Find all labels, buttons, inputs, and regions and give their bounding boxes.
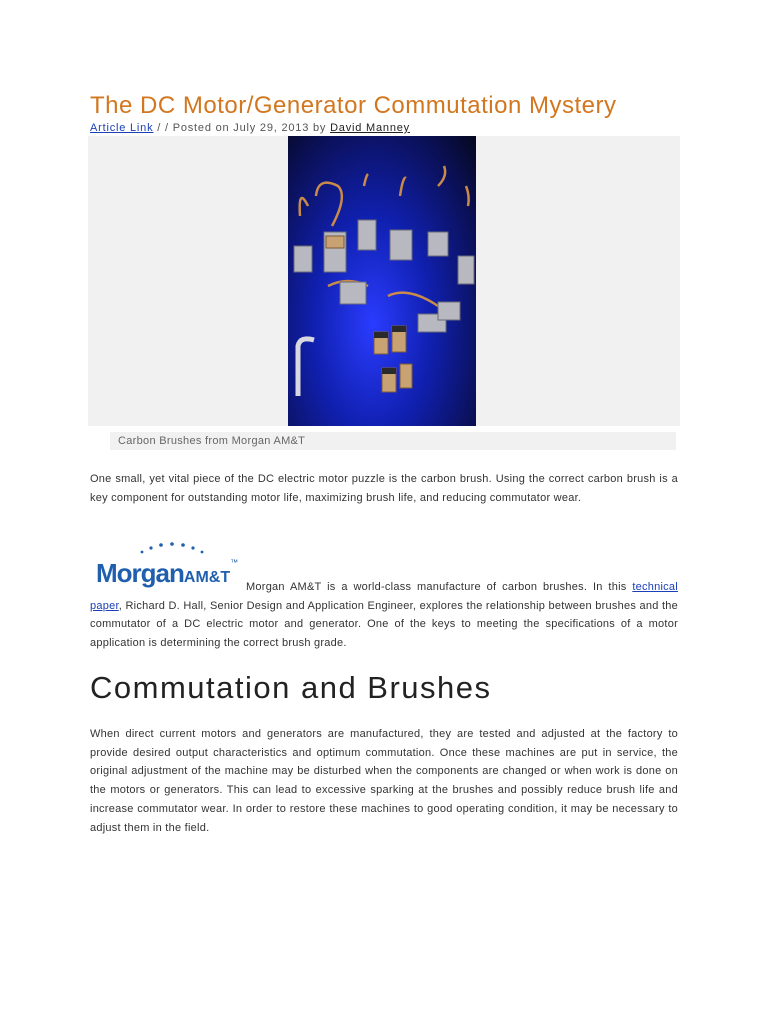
- morgan-paragraph-rest: , Richard D. Hall, Senior Design and Application Engineer, explores the relationship between brushes and the commutator of a DC electric motor and generator. One of the keys to meeting the specifications of a motor application is determining the correct brush grade.: [90, 599, 678, 650]
- carbon-brushes-illustration: [288, 136, 476, 426]
- figure-container: [88, 136, 680, 426]
- morgan-paragraph: [90, 578, 678, 653]
- logo-tm: ™: [230, 558, 239, 567]
- author-link[interactable]: David Manney: [330, 122, 410, 134]
- meta-posted-on: Posted on: [172, 122, 234, 134]
- logo-text-main: Morgan: [96, 558, 184, 588]
- article-link[interactable]: Article Link: [90, 122, 154, 134]
- morgan-paragraph-lead: Morgan AM&T is a world-class manufacture of carbon brushes. In this: [246, 581, 633, 593]
- article-meta: [90, 122, 410, 134]
- intro-paragraph: One small, yet vital piece of the DC electric motor puzzle is the carbon brush. Using the correct carbon brush is a key component for outstanding motor life, maximizing brush life, and reducing commutator wear.: [90, 473, 678, 504]
- section-heading: Commutation and Brushes: [90, 670, 492, 705]
- article-title: The DC Motor/Generator Commutation Mystery: [90, 92, 617, 119]
- figure-caption-bar: [110, 432, 676, 450]
- technical-paper-link[interactable]: technical paper: [90, 581, 678, 612]
- meta-by: by: [309, 122, 331, 134]
- meta-separator: / /: [153, 122, 173, 134]
- logo-text-suffix: AM&T: [183, 569, 231, 586]
- carbon-brushes-photo: [288, 136, 476, 426]
- figure-caption: Carbon Brushes from Morgan AM&T: [118, 435, 306, 447]
- section-paragraph: When direct current motors and generators are manufactured, they are tested and adjusted at the factory to provide desired output characteristics and optimum commutation. Once these machines are put in service, the original adjustment of the machine may be disturbed when the components are changed or when work is done on the motors or generators. This can lead to excessive sparking at the brushes and possibly reduce brush life and increase commutator wear. In order to restore these machines to good operating condition, it may be necessary to adjust them in the field.: [90, 728, 678, 834]
- meta-date: July 29, 2013: [233, 122, 310, 134]
